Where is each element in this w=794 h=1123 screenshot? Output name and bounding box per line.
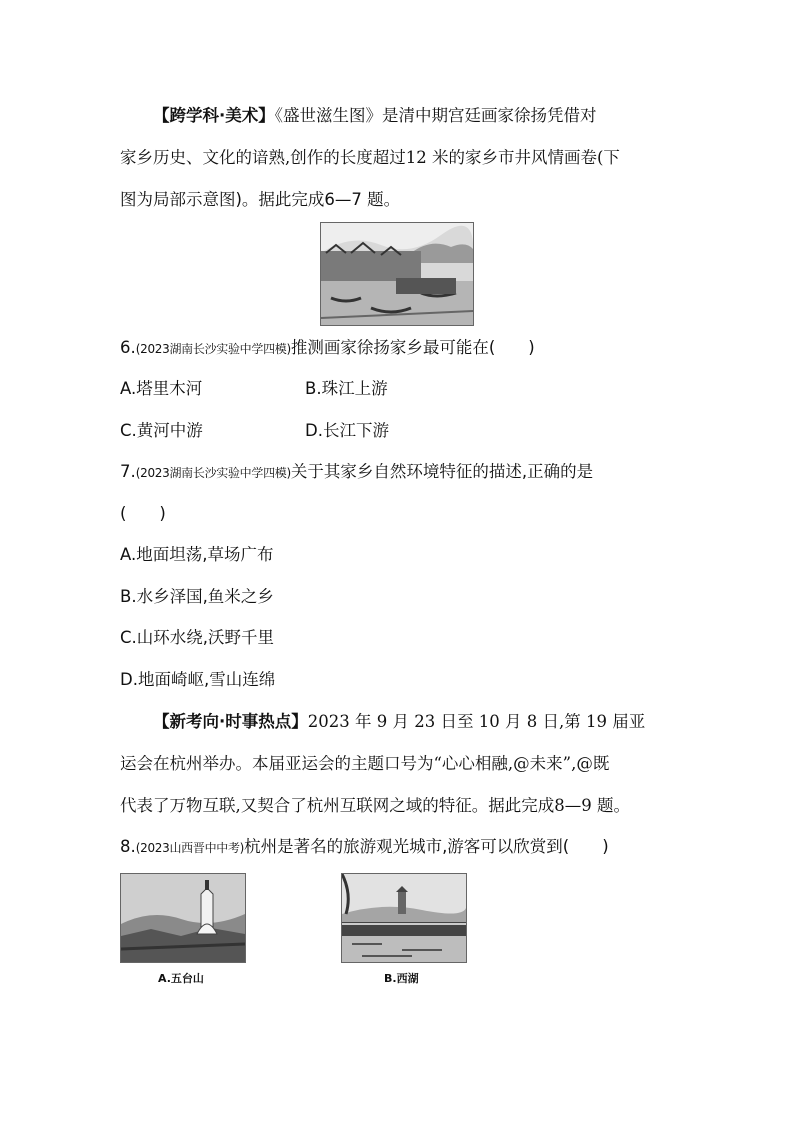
- intro1-line1: [153, 104, 597, 128]
- q6-option-d: D.长江下游: [305, 421, 389, 440]
- q7-stem: 关于其家乡自然环境特征的描述,正确的是: [290, 462, 594, 481]
- q7-option-a: A.地面坦荡,草场广布: [120, 545, 274, 564]
- intro2-line2: 运会在杭州举办。本届亚运会的主题口号为“心心相融,@未来”,@既: [120, 754, 610, 773]
- q7-option-c: C.山环水绕,沃野千里: [120, 628, 275, 647]
- q7-option-d: D.地面崎岖,雪山连绵: [120, 670, 276, 689]
- q7-option-b: B.水乡泽国,鱼米之乡: [120, 587, 274, 606]
- q7-source: (2023湖南长沙实验中学四模): [135, 466, 291, 480]
- intro2-line3: 代表了万物互联,又契合了杭州互联网之域的特征。据此完成8—9 题。: [120, 796, 630, 815]
- q6-number: 6.: [120, 338, 136, 357]
- xihu-illustration: [342, 874, 466, 962]
- intro1-tag: 【跨学科·美术】: [153, 106, 275, 125]
- intro1-line3: 图为局部示意图)。据此完成6—7 题。: [120, 190, 401, 209]
- xihu-image: [341, 873, 467, 963]
- q6-option-b: B.珠江上游: [305, 379, 388, 398]
- caption-a: A.五台山: [158, 972, 204, 985]
- q6-stem: 推测画家徐扬家乡最可能在( ): [290, 338, 535, 357]
- q7-line: [120, 460, 593, 485]
- intro2-line1: [153, 710, 645, 734]
- q8-line: [120, 835, 609, 860]
- caption-b: B.西湖: [384, 972, 419, 985]
- q6-option-a: A.塔里木河: [120, 379, 203, 398]
- q6-source: (2023湖南长沙实验中学四模): [135, 342, 291, 356]
- intro1-line1-text: 《盛世滋生图》是清中期宫廷画家徐扬凭借对: [274, 106, 597, 125]
- q6-line: [120, 336, 535, 361]
- painting-image: [320, 222, 474, 326]
- q7-number: 7.: [120, 462, 136, 481]
- q7-bracket: ( ): [120, 504, 166, 523]
- q6-option-c: C.黄河中游: [120, 421, 203, 440]
- wutaishan-illustration: [121, 874, 245, 962]
- intro2-line1-text: 2023 年 9 月 23 日至 10 月 8 日,第 19 届亚: [307, 712, 646, 731]
- painting-illustration: [321, 223, 473, 325]
- q8-stem: 杭州是著名的旅游观光城市,游客可以欣赏到( ): [244, 837, 609, 856]
- q8-number: 8.: [120, 837, 136, 856]
- intro1-line2: 家乡历史、文化的谙熟,创作的长度超过12 米的家乡市井风情画卷(下: [120, 148, 620, 167]
- q8-source: (2023山西晋中中考): [135, 841, 245, 855]
- intro2-tag: 【新考向·时事热点】: [153, 712, 308, 731]
- wutaishan-image: [120, 873, 246, 963]
